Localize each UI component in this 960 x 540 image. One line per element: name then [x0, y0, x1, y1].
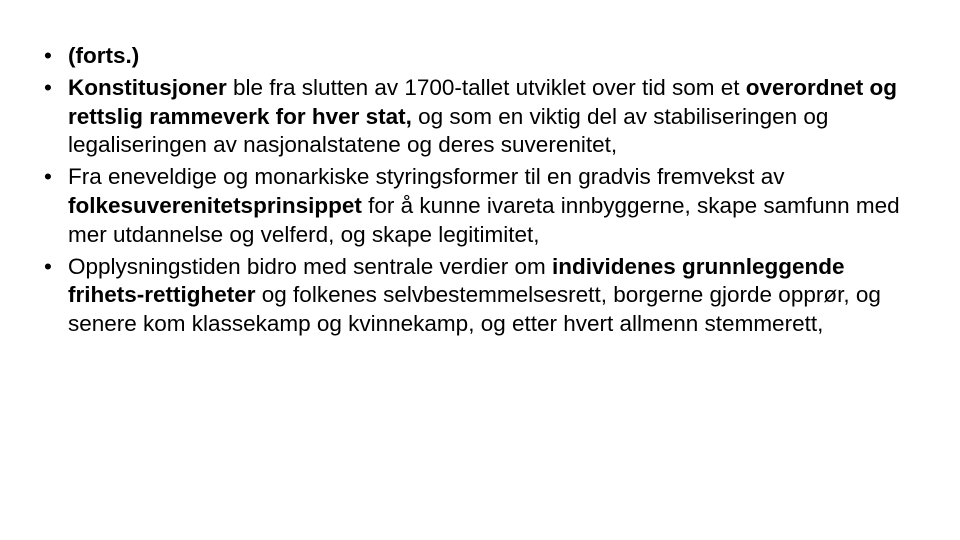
bullet-text: Opplysningstiden bidro med sentrale verdier om — [68, 253, 552, 279]
bullet-text: og folkenes selvbestemmelsesrett, borgerne gjorde opprør, og senere kom klassekamp og kvinnekamp, og etter hvert allmenn stemmerett, — [68, 282, 881, 337]
bullet-item — [44, 74, 904, 160]
bullet-marker: • — [44, 164, 52, 190]
bullet-text: for å kunne ivareta innbyggerne, skape samfunn med mer utdannelse og velferd, og skape legitimitet, — [68, 192, 900, 247]
bullet-item — [44, 42, 904, 71]
bullet-text: ble fra slutten av 1700-tallet utviklet over tid som et — [226, 74, 746, 100]
bullet-text-bold: individenes grunnleggende frihets-rettigheter — [68, 253, 845, 308]
bullet-item — [44, 163, 904, 249]
bullet-text-bold: Konstitusjoner — [68, 74, 227, 100]
bullet-text: og som en viktig del av stabiliseringen og legaliseringen av nasjonalstatene og deres suverenitet, — [68, 103, 829, 158]
bullet-marker: • — [44, 253, 52, 279]
bullet-list — [44, 42, 904, 342]
bullet-marker: • — [44, 43, 52, 68]
bullet-text-bold: (forts.) — [68, 43, 140, 68]
bullet-item — [44, 253, 904, 339]
bullet-text-bold: folkesuverenitetsprinsippet — [68, 192, 362, 218]
bullet-text-bold: overordnet og rettslig rammeverk for hver stat, — [68, 74, 898, 129]
bullet-text: Fra eneveldige og monarkiske styringsformer til en gradvis fremvekst av — [68, 164, 785, 190]
bullet-marker: • — [44, 74, 52, 100]
